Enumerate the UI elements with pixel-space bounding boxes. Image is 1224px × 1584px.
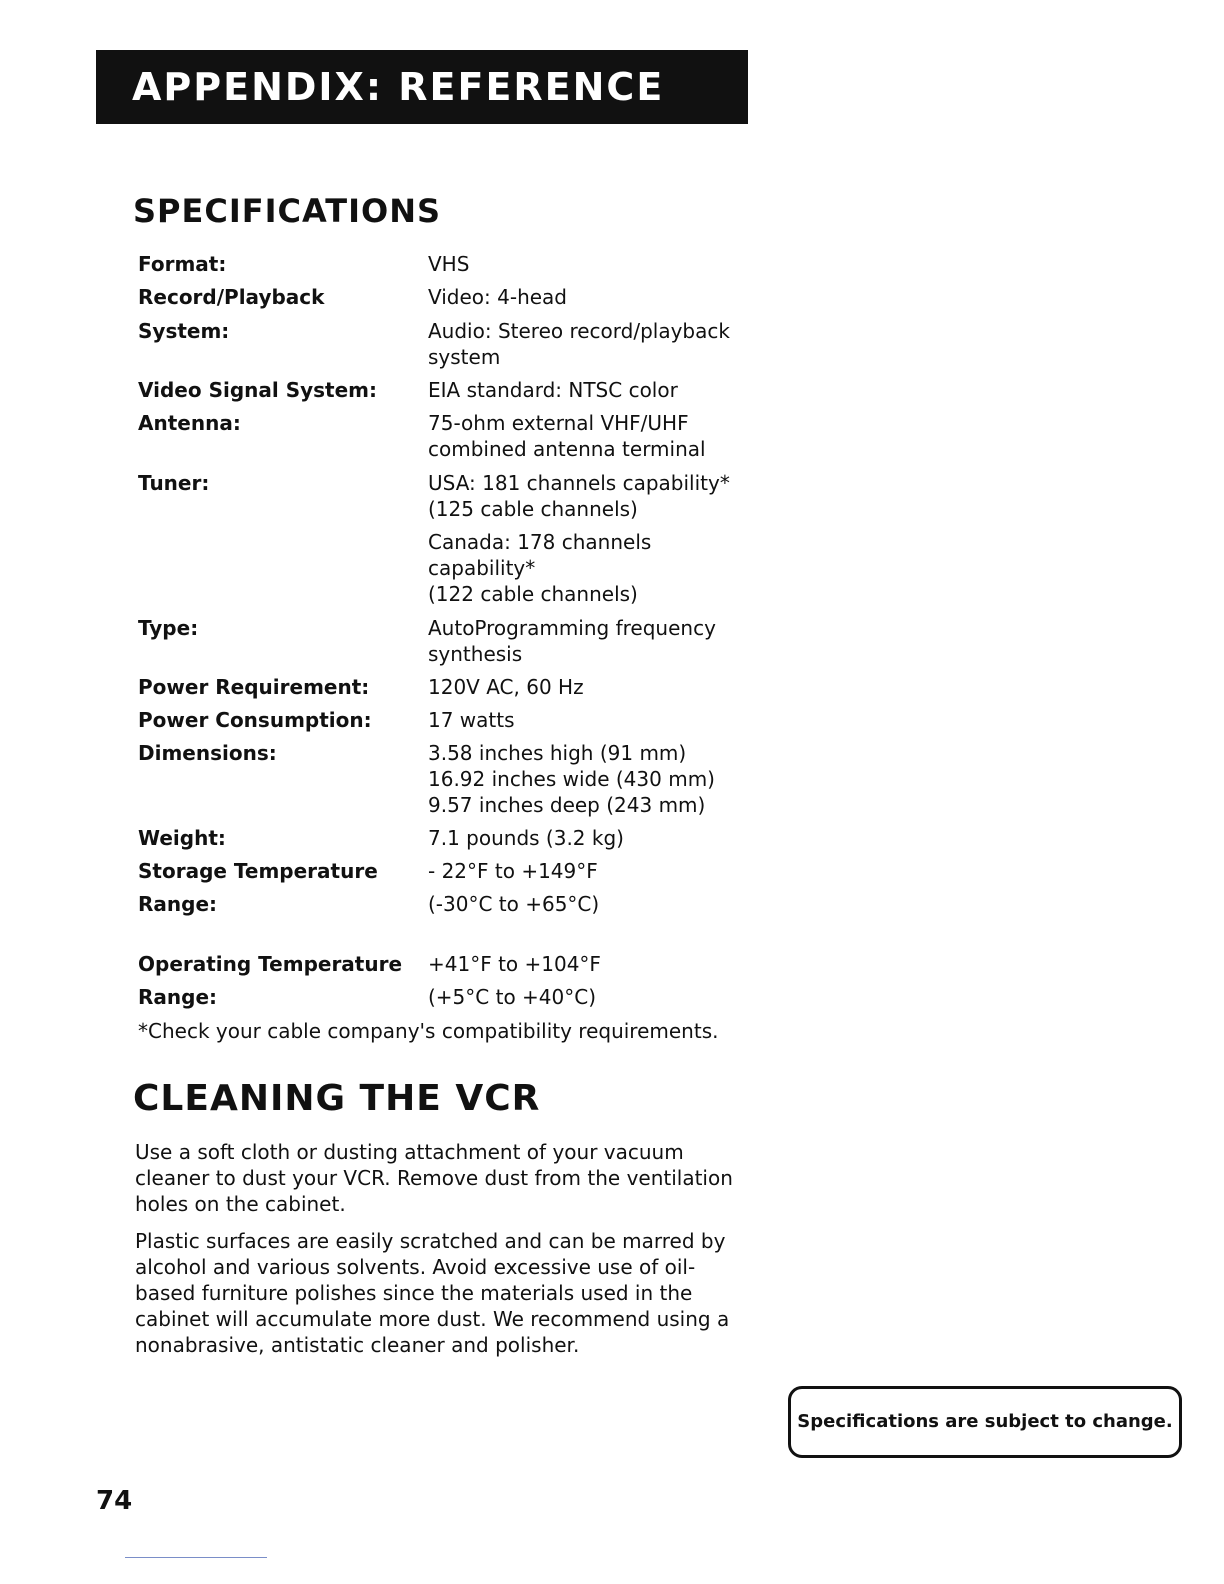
spec-label-storage-range: Range: bbox=[138, 892, 218, 916]
cleaning-paragraph-plastic: Plastic surfaces are easily scratched and can be marred by alcohol and various solvents. Avoid excessive use of oil- based furniture polishes since the materials used in the cabinet will accumulate more dust. We recommend using a nonabrasive, antistatic cleaner and polisher. bbox=[135, 1229, 730, 1357]
spec-value-operating-temperature-c: (+5°C to +40°C) bbox=[428, 985, 597, 1009]
spec-value-storage-temperature-f: - 22°F to +149°F bbox=[428, 859, 598, 883]
spec-value-power-requirement: 120V AC, 60 Hz bbox=[428, 675, 584, 699]
specifications-notice-box: Specifications are subject to change. bbox=[788, 1386, 1182, 1458]
bottom-rule bbox=[125, 1557, 267, 1558]
spec-label-type: Type: bbox=[138, 616, 199, 640]
spec-label-system: System: bbox=[138, 319, 230, 343]
spec-value-format: VHS bbox=[428, 252, 470, 276]
spec-label-tuner: Tuner: bbox=[138, 471, 210, 495]
spec-label-storage-temperature: Storage Temperature bbox=[138, 859, 378, 883]
spec-label-power-consumption: Power Consumption: bbox=[138, 708, 372, 732]
spec-value-video-head: Video: 4-head bbox=[428, 285, 568, 309]
spec-value-operating-temperature-f: +41°F to +104°F bbox=[428, 952, 601, 976]
spec-value-weight: 7.1 pounds (3.2 kg) bbox=[428, 826, 624, 850]
spec-label-format: Format: bbox=[138, 252, 227, 276]
spec-label-dimensions: Dimensions: bbox=[138, 741, 277, 765]
spec-value-video-signal-system: EIA standard: NTSC color bbox=[428, 378, 678, 402]
page-number: 74 bbox=[96, 1486, 133, 1516]
spec-value-antenna: 75-ohm external VHF/UHF combined antenna terminal bbox=[428, 411, 706, 461]
spec-label-video-signal-system: Video Signal System: bbox=[138, 378, 378, 402]
section-header-title: APPENDIX: REFERENCE bbox=[132, 65, 665, 109]
spec-label-power-requirement: Power Requirement: bbox=[138, 675, 370, 699]
spec-value-power-consumption: 17 watts bbox=[428, 708, 515, 732]
spec-value-tuner-canada: Canada: 178 channels capability* (122 cable channels) bbox=[428, 530, 652, 606]
spec-label-operating-temperature: Operating Temperature bbox=[138, 952, 403, 976]
spec-label-antenna: Antenna: bbox=[138, 411, 241, 435]
spec-value-audio: Audio: Stereo record/playback system bbox=[428, 319, 730, 369]
spec-value-storage-temperature-c: (-30°C to +65°C) bbox=[428, 892, 600, 916]
section-header bbox=[96, 50, 748, 124]
cleaning-paragraph-dusting: Use a soft cloth or dusting attachment of your vacuum cleaner to dust your VCR. Remove dust from the ventilation holes on the cabinet. bbox=[135, 1140, 733, 1216]
spec-value-dimensions: 3.58 inches high (91 mm) 16.92 inches wide (430 mm) 9.57 inches deep (243 mm) bbox=[428, 741, 715, 817]
spec-value-tuner-usa: USA: 181 channels capability* (125 cable channels) bbox=[428, 471, 730, 521]
spec-label-operating-range: Range: bbox=[138, 985, 218, 1009]
spec-value-type: AutoProgramming frequency synthesis bbox=[428, 616, 716, 666]
specifications-title: SPECIFICATIONS bbox=[133, 192, 442, 230]
spec-label-record-playback: Record/Playback bbox=[138, 285, 325, 309]
spec-label-weight: Weight: bbox=[138, 826, 226, 850]
cable-compatibility-footnote: *Check your cable company's compatibility requirements. bbox=[138, 1019, 719, 1043]
cleaning-title: CLEANING THE VCR bbox=[133, 1078, 541, 1119]
